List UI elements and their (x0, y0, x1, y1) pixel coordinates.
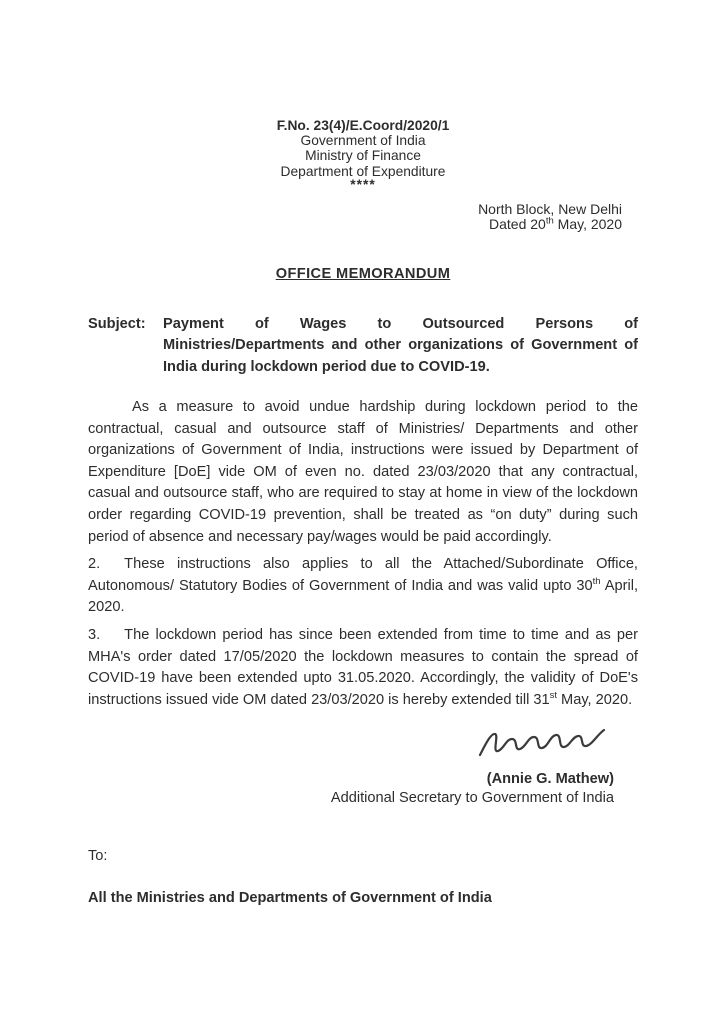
date-text: Dated 20 (489, 216, 546, 233)
paragraph-3 (88, 625, 638, 711)
org-line-department: Department of Expenditure (280, 163, 446, 179)
paragraph-2 (88, 554, 638, 619)
paragraph-2-ordinal-sup: th (592, 575, 601, 587)
signatory-designation: Additional Secretary to Government of India (330, 790, 614, 807)
place-line: North Block, New Delhi (478, 200, 622, 217)
paragraph-2-text: These instructions also applies to all the Attached/Subordinate Office, Autonomous/ Statutory Bodies of Government of India and was valid upto 30 (88, 556, 638, 594)
subject-label: Subject: (88, 315, 146, 332)
org-line-ministry: Ministry of Finance (305, 148, 421, 164)
org-line-government: Government of India (300, 133, 426, 149)
date-text-tail: May, 2020 (553, 216, 622, 233)
date-line (88, 217, 622, 233)
signature-block (88, 721, 638, 808)
date-ordinal-sup: th (545, 215, 554, 227)
paragraph-2-text-tail: April, 2020. (88, 577, 638, 616)
file-number: F.No. 23(4)/E.Coord/2020/1 (276, 118, 450, 133)
subject-text: Payment of Wages to Outsourced Persons of Ministries/Departments and other organizations of Government of India during lockdown period due to COVID-19. (163, 315, 638, 375)
separator-stars: **** (350, 176, 376, 192)
handwritten-signature (474, 721, 612, 770)
subject-block (88, 314, 638, 378)
paragraph-2-number: 2. (88, 556, 101, 573)
signatory-name: (Annie G. Mathew) (486, 771, 614, 788)
paragraph-3-ordinal-sup: st (549, 689, 557, 701)
memo-title: OFFICE MEMORANDUM (275, 265, 451, 282)
place-date-block (88, 202, 622, 233)
paragraph-1: As a measure to avoid undue hardship during lockdown period to the contractual, casual and outsource staff of Ministries/ Departments and other organizations of Government of India, instructions were issued by Department of Expenditure [DoE] vide OM of even no. dated 23/03/2020 that any contractual, casual and outsource staff, who are required to stay at home in view of the lockdown order regarding COVID-19 prevention, shall be treated as “on duty” during such period of absence and necessary pay/wages would be paid accordingly. (88, 399, 638, 545)
to-label: To: (88, 848, 108, 865)
paragraph-3-text-tail: May, 2020. (557, 691, 633, 708)
paragraph-3-number: 3. (88, 626, 101, 643)
letterhead (88, 118, 638, 190)
memo-title-row (88, 265, 638, 283)
paragraph-3-text: The lockdown period has since been extended from time to time and as per MHA's order dated 17/05/2020 the lockdown measures to contain the spread of COVID-19 have been extended upto 31.05.2020. Accordingly, the validity of DoE's instructions issued vide OM dated 23/03/2020 is hereby extended till 31 (88, 626, 638, 708)
addressee-line: All the Ministries and Departments of Government of India (88, 890, 492, 907)
